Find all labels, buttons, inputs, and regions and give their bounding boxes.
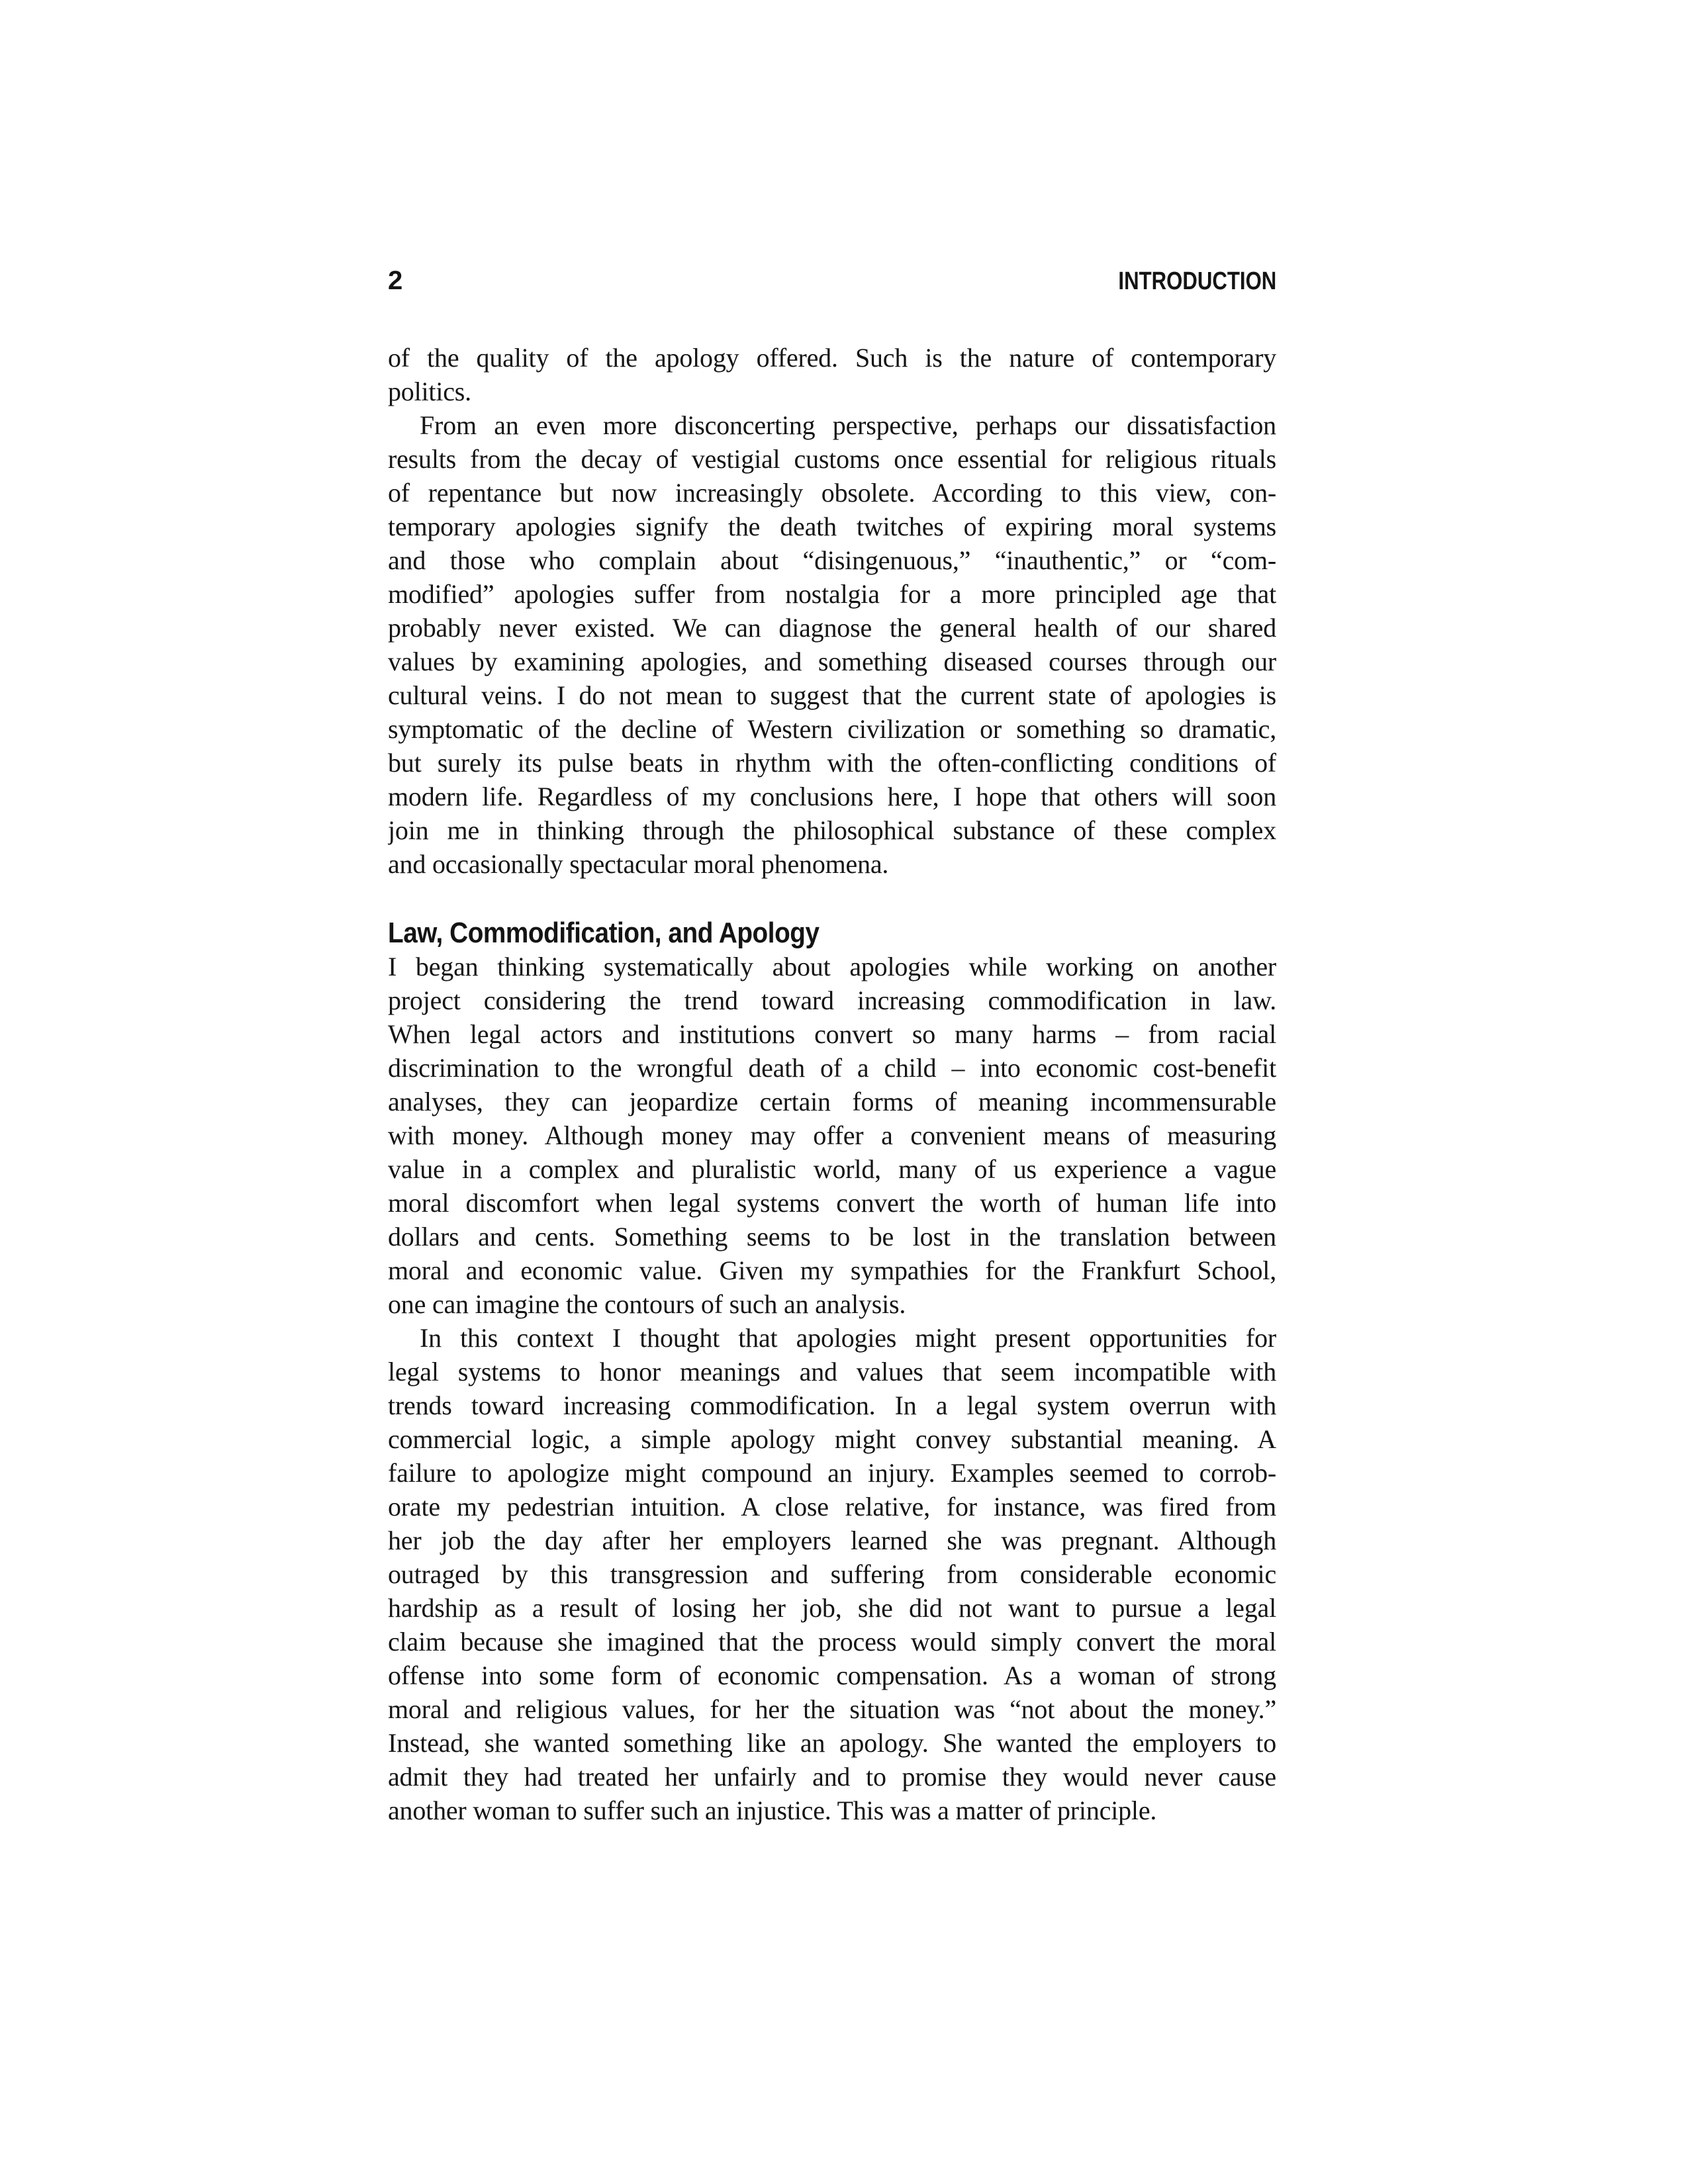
text-line: I began thinking systematically about apologies while working on another bbox=[388, 952, 1276, 981]
section-heading: Law, Commodification, and Apology bbox=[388, 917, 820, 949]
text-line: legal systems to honor meanings and values that seem incompatible with bbox=[388, 1357, 1276, 1387]
paragraph bbox=[388, 408, 1276, 881]
text-line: probably never existed. We can diagnose the general health of our shared bbox=[388, 613, 1276, 643]
text-line: project considering the trend toward increasing commodification in law. bbox=[388, 985, 1276, 1015]
text-line: and those who complain about “disingenuous,” “inauthentic,” or “com- bbox=[388, 545, 1276, 575]
text-line: temporary apologies signify the death twitches of expiring moral systems bbox=[388, 512, 1276, 541]
paragraph bbox=[388, 1321, 1276, 1827]
text-line: commercial logic, a simple apology might convey substantial meaning. A bbox=[388, 1424, 1276, 1454]
text-line: failure to apologize might compound an injury. Examples seemed to corrob- bbox=[388, 1458, 1276, 1488]
paragraph bbox=[388, 341, 1276, 408]
running-head: INTRODUCTION bbox=[1118, 267, 1276, 295]
text-line: trends toward increasing commodification. In a legal system overrun with bbox=[388, 1390, 1276, 1420]
paragraph bbox=[388, 950, 1276, 1321]
text-line: claim because she imagined that the process would simply convert the moral bbox=[388, 1627, 1276, 1657]
text-line: results from the decay of vestigial customs once essential for religious rituals bbox=[388, 444, 1276, 474]
text-line: Instead, she wanted something like an apology. She wanted the employers to bbox=[388, 1728, 1276, 1758]
text-line: with money. Although money may offer a convenient means of measuring bbox=[388, 1120, 1276, 1150]
page-body bbox=[388, 341, 1276, 1827]
text-line: orate my pedestrian intuition. A close relative, for instance, was fired from bbox=[388, 1492, 1276, 1522]
text-line: of repentance but now increasingly obsolete. According to this view, con- bbox=[388, 478, 1276, 508]
text-line: one can imagine the contours of such an analysis. bbox=[388, 1289, 906, 1319]
text-line: modern life. Regardless of my conclusions here, I hope that others will soon bbox=[388, 782, 1276, 811]
text-line: but surely its pulse beats in rhythm with the often-conflicting conditions of bbox=[388, 748, 1276, 778]
text-line: value in a complex and pluralistic world, many of us experience a vague bbox=[388, 1154, 1276, 1184]
text-block bbox=[388, 267, 1276, 1827]
text-line: join me in thinking through the philosophical substance of these complex bbox=[388, 815, 1276, 845]
text-line: discrimination to the wrongful death of a child – into economic cost-benefit bbox=[388, 1053, 1276, 1083]
page-number: 2 bbox=[388, 266, 403, 295]
text-line: outraged by this transgression and suffering from considerable economic bbox=[388, 1559, 1276, 1589]
text-line: modified” apologies suffer from nostalgia for a more principled age that bbox=[388, 579, 1276, 609]
text-line: moral discomfort when legal systems convert the worth of human life into bbox=[388, 1188, 1276, 1218]
text-line: cultural veins. I do not mean to suggest that the current state of apologies is bbox=[388, 680, 1276, 710]
text-line: her job the day after her employers learned she was pregnant. Although bbox=[388, 1525, 1276, 1555]
text-line: symptomatic of the decline of Western civilization or something so dramatic, bbox=[388, 714, 1276, 744]
text-line: moral and religious values, for her the situation was “not about the money.” bbox=[388, 1694, 1276, 1724]
text-line: moral and economic value. Given my sympathies for the Frankfurt School, bbox=[388, 1255, 1276, 1285]
text-line: In this context I thought that apologies might present opportunities for bbox=[420, 1323, 1276, 1353]
text-line: analyses, they can jeopardize certain forms of meaning incommensurable bbox=[388, 1087, 1276, 1116]
text-line: and occasionally spectacular moral phenomena. bbox=[388, 849, 889, 879]
text-line: values by examining apologies, and something diseased courses through our bbox=[388, 647, 1276, 676]
text-line: another woman to suffer such an injustice. This was a matter of principle. bbox=[388, 1796, 1157, 1825]
page-header bbox=[388, 267, 1276, 295]
text-line: dollars and cents. Something seems to be lost in the translation between bbox=[388, 1222, 1276, 1251]
text-line: From an even more disconcerting perspective, perhaps our dissatisfaction bbox=[420, 410, 1276, 440]
text-line: hardship as a result of losing her job, she did not want to pursue a legal bbox=[388, 1593, 1276, 1623]
text-line: of the quality of the apology offered. Such is the nature of contemporary bbox=[388, 343, 1276, 373]
text-line: When legal actors and institutions convert so many harms – from racial bbox=[388, 1019, 1276, 1049]
text-line: offense into some form of economic compensation. As a woman of strong bbox=[388, 1661, 1276, 1690]
text-line: admit they had treated her unfairly and to promise they would never cause bbox=[388, 1762, 1276, 1792]
text-line: politics. bbox=[388, 377, 471, 406]
